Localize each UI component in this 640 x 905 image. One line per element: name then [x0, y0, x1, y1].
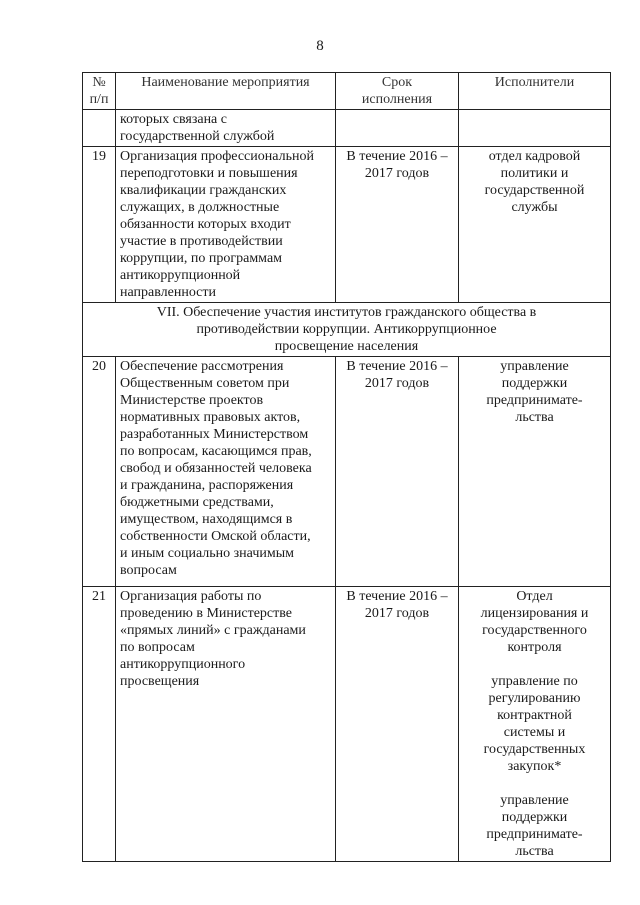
cell-term: В течение 2016 – 2017 годов	[336, 587, 459, 862]
page-number: 8	[316, 38, 324, 54]
cell-num: 20	[83, 357, 116, 587]
header-name: Наименование мероприятия	[116, 73, 336, 110]
cell-executors: управление поддержки предпринимате- льства	[459, 357, 611, 587]
table-row	[83, 147, 611, 303]
cell-executors: отдел кадровой политики и государственной службы	[459, 147, 611, 303]
executor-procurement: управление по регулированию контрактной системы и государственных закупок*	[483, 674, 586, 774]
cell-executors	[459, 110, 611, 147]
header-executors: Исполнители	[459, 73, 611, 110]
header-term: Срок исполнения	[336, 73, 459, 110]
cell-term: В течение 2016 – 2017 годов	[336, 147, 459, 303]
cell-name: которых связана с государственной службой	[116, 110, 336, 147]
cell-term: В течение 2016 – 2017 годов	[336, 357, 459, 587]
table-row-continued	[83, 110, 611, 147]
section-heading-vii: VII. Обеспечение участия институтов гражданского общества в противодействии коррупции. Антикоррупционное просвещение населения	[83, 303, 611, 357]
executor-business-support: управление поддержки предпринимате- льства	[486, 793, 583, 859]
table-row	[83, 357, 611, 587]
executor-licensing: Отдел лицензирования и государственного контроля	[480, 589, 589, 655]
header-num: № п/п	[83, 73, 116, 110]
table-row	[83, 587, 611, 862]
section-row	[83, 303, 611, 357]
table-header-row	[83, 73, 611, 110]
measures-table	[82, 72, 611, 862]
cell-name: Организация работы по проведению в Министерстве «прямых линий» с гражданами по вопросам антикоррупционного просвещения	[116, 587, 336, 862]
cell-num: 19	[83, 147, 116, 303]
cell-num: 21	[83, 587, 116, 862]
cell-name: Обеспечение рассмотрения Общественным советом при Министерстве проектов нормативных правовых актов, разработанных Министерством по вопросам, касающимся прав, свобод и обязанностей человека и гражданина, распоряжения бюджетными средствами, имуществом, находящимся в собственности Омской области, и иным социально значимым вопросам	[116, 357, 336, 587]
cell-num	[83, 110, 116, 147]
cell-term	[336, 110, 459, 147]
cell-name: Организация профессиональной переподготовки и повышения квалификации гражданских служащих, в должностные обязанности которых входит участие в противодействии коррупции, по программам антикоррупционной направленности	[116, 147, 336, 303]
cell-executors	[459, 587, 611, 862]
